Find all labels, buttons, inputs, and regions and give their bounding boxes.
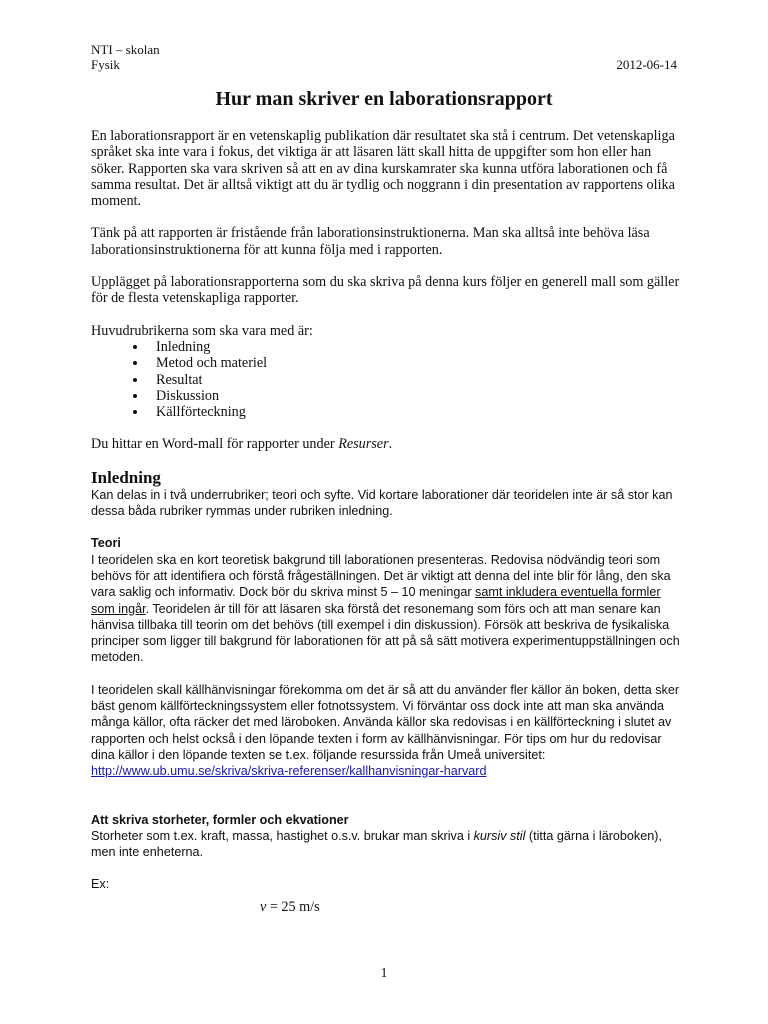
intro-paragraph-2: Tänk på att rapporten är fristående från laborationsinstruktionerna. Man ska alltså inte behöva läsa laborationsinstruktionerna för att kunna följa med i rapporten.	[91, 225, 650, 258]
list-item: • Inledning	[148, 339, 681, 355]
inledning-text: Kan delas in i två underrubriker; teori och syfte. Vid kortare laborationer där teoridelen inte är så stor kan dessa båda rubriker rymmas under rubriken inledning.	[91, 487, 673, 519]
teori-paragraph-2: I teoridelen skall källhänvisningar förekomma om det är så att du använder fler källor än boken, detta sker bäst genom källförteckningssystem eller fotnotssystem. Vi förväntar oss dock inte att man ska använda många källor, ofta räcker det med läroboken. Använda källor ska redovisas i en källförteckning i slutet av rapporten och helst också i den löpande texten i form av källhänvisningar. För tips om hur du redovisar dina källor i den löpande texten se t.ex. följande resurssida från Umeå universitet:	[91, 682, 680, 762]
equation-variable: v	[260, 898, 267, 915]
resurser-text: Resurser	[338, 436, 389, 453]
teori-paragraph-1	[91, 552, 681, 666]
kursiv-stil-text: kursiv stil	[473, 828, 526, 843]
document-body	[91, 128, 681, 931]
storheter-text-b: (titta gärna i läroboken), men inte enheterna.	[91, 828, 662, 860]
school-name: NTI – skolan	[91, 42, 160, 57]
teori-link-line	[91, 763, 681, 779]
word-template-note	[91, 436, 681, 452]
list-item: • Resultat	[148, 372, 681, 388]
storheter-text-a: Storheter som t.ex. kraft, massa, hastighet o.s.v. brukar man skriva i	[91, 828, 474, 843]
heading-list	[91, 339, 681, 420]
teori-text-a: I teoridelen ska en kort teoretisk bakgrund till laborationen presenteras. Redovisa nödvändig teori som behövs för att identifiera och förstå frågeställningen. Det är viktigt att denna del inte blir för lång, den ska vara saklig och informativ. Dock bör du skriva minst 5 – 10 meningar	[91, 552, 671, 600]
teori-text-b: . Teoridelen är till för att läsaren ska förstå det resonemang som förs och att man senare kan hänvisa tillbaka till teorin om det behövs (till exempel i din diskussion). Försök att beskriva de fysikaliska principer som ligger till bakgrund för laborationen för att på så sätt motivera experimentuppställningen och metoden.	[91, 601, 680, 665]
word-template-end: .	[388, 436, 393, 453]
teori-heading: Teori	[91, 536, 121, 551]
umu-link[interactable]: http://www.ub.umu.se/skriva/skriva-referenser/kallhanvisningar-harvard	[91, 764, 487, 779]
document-title: Hur man skriver en laborationsrapport	[215, 88, 553, 110]
page-header	[91, 42, 160, 72]
spacer	[91, 796, 681, 812]
list-intro: Huvudrubrikerna som ska vara med är:	[91, 322, 313, 339]
inledning-heading: Inledning	[91, 467, 161, 487]
list-item: • Metod och materiel	[148, 355, 681, 371]
storheter-heading: Att skriva storheter, formler och ekvationer	[91, 812, 349, 827]
subject-name: Fysik	[91, 57, 120, 72]
equation-rest: = 25 m/s	[266, 898, 320, 915]
teori-underlined-text: samt inkludera eventuella formler som ingår	[91, 585, 661, 616]
storheter-text	[91, 828, 681, 861]
list-item: • Diskussion	[148, 388, 681, 404]
page-number: 1	[380, 966, 388, 981]
example-label: Ex:	[91, 877, 110, 892]
list-item: • Källförteckning	[148, 404, 681, 420]
intro-paragraph-1: En laborationsrapport är en vetenskaplig publikation där resultatet ska stå i centrum. Det vetenskapliga språket ska inte vara i fokus, det viktiga är att läsaren lätt skall hitta de uppgifter som hon eller han söker. Rapporten ska vara skriven så att en av dina kurskamrater ska kunna utföra laborationen och få samma resultat. Det är alltså viktigt att du är tydlig och noggrann i din presentation av rapportens olika moment.	[91, 128, 675, 210]
intro-paragraph-3: Upplägget på laborationsrapporterna som du ska skriva på denna kurs följer en generell mall som gäller för de flesta vetenskapliga rapporter.	[91, 274, 680, 307]
example-equation	[91, 899, 681, 915]
header-date: 2012-06-14	[616, 57, 677, 72]
word-template-text: Du hittar en Word-mall för rapporter under	[91, 436, 339, 453]
